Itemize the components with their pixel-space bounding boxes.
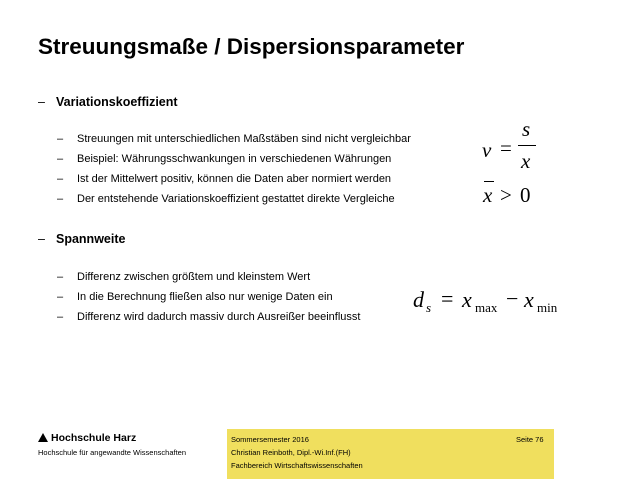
dash-bullet: –: [57, 193, 64, 205]
formula-v: v: [482, 138, 492, 162]
section-heading-label: Spannweite: [56, 232, 126, 246]
footer-semester: Sommersemester 2016: [231, 435, 309, 444]
section-heading-spannweite: [38, 232, 125, 246]
list-item-text: In die Berechnung fließen also nur wenige Daten ein: [77, 291, 333, 303]
dash-bullet: –: [57, 153, 64, 165]
list-item: [57, 291, 333, 303]
fraction-bar: [518, 145, 536, 146]
dash-bullet: –: [57, 133, 64, 145]
logo: [38, 432, 136, 444]
formula-sub-max: max: [475, 300, 498, 315]
formula-x-min: x: [524, 287, 534, 312]
formula-mean-x: x: [483, 183, 493, 207]
formula-denominator-x: x: [521, 149, 531, 173]
formula-greater-than: >: [500, 183, 512, 207]
section-heading-variationskoeffizient: [38, 95, 178, 109]
page-number: Seite 76: [516, 435, 544, 444]
section-heading-label: Variationskoeffizient: [56, 95, 178, 109]
list-item-text: Beispiel: Währungsschwankungen in verschiedenen Währungen: [77, 153, 392, 165]
mean-bar: [484, 181, 494, 182]
formula-zero: 0: [520, 183, 531, 207]
list-item: [57, 271, 310, 283]
formula-sub-min: min: [537, 300, 558, 315]
dash-bullet: –: [57, 173, 64, 185]
dash-bullet: –: [38, 232, 45, 246]
dash-bullet: –: [57, 291, 64, 303]
formula-equals: =: [500, 136, 512, 160]
footer-department: Fachbereich Wirtschaftswissenschaften: [231, 461, 363, 470]
list-item-text: Differenz wird dadurch massiv durch Ausreißer beeinflusst: [77, 311, 361, 323]
list-item: [57, 193, 395, 205]
dash-bullet: –: [38, 95, 45, 109]
list-item: [57, 311, 360, 323]
formula-sub-s: s: [426, 300, 432, 315]
logo-subtitle: Hochschule für angewandte Wissenschaften: [38, 448, 187, 457]
list-item: [57, 133, 411, 145]
dash-bullet: –: [57, 271, 64, 283]
formula-d: d: [413, 287, 424, 312]
list-item-text: Differenz zwischen größtem und kleinstem Wert: [77, 271, 311, 283]
formula-equals-2: =: [441, 286, 454, 311]
triangle-logo-icon: [38, 433, 48, 442]
list-item: [57, 153, 391, 165]
formula-numerator-s: s: [522, 117, 531, 141]
footer-author: Christian Reinboth, Dipl.-Wi.Inf.(FH): [231, 448, 351, 457]
list-item: [57, 173, 391, 185]
formula-minus: −: [506, 286, 519, 311]
list-item-text: Der entstehende Variationskoeffizient gestattet direkte Vergleiche: [77, 193, 395, 205]
list-item-text: Streuungen mit unterschiedlichen Maßstäben sind nicht vergleichbar: [77, 133, 411, 145]
dash-bullet: –: [57, 311, 64, 323]
list-item-text: Ist der Mittelwert positiv, können die Daten aber normiert werden: [77, 173, 392, 185]
logo-name: Hochschule Harz: [51, 432, 137, 444]
formula-x-max: x: [462, 287, 472, 312]
slide-title: Streuungsmaße / Dispersionsparameter: [38, 34, 465, 59]
